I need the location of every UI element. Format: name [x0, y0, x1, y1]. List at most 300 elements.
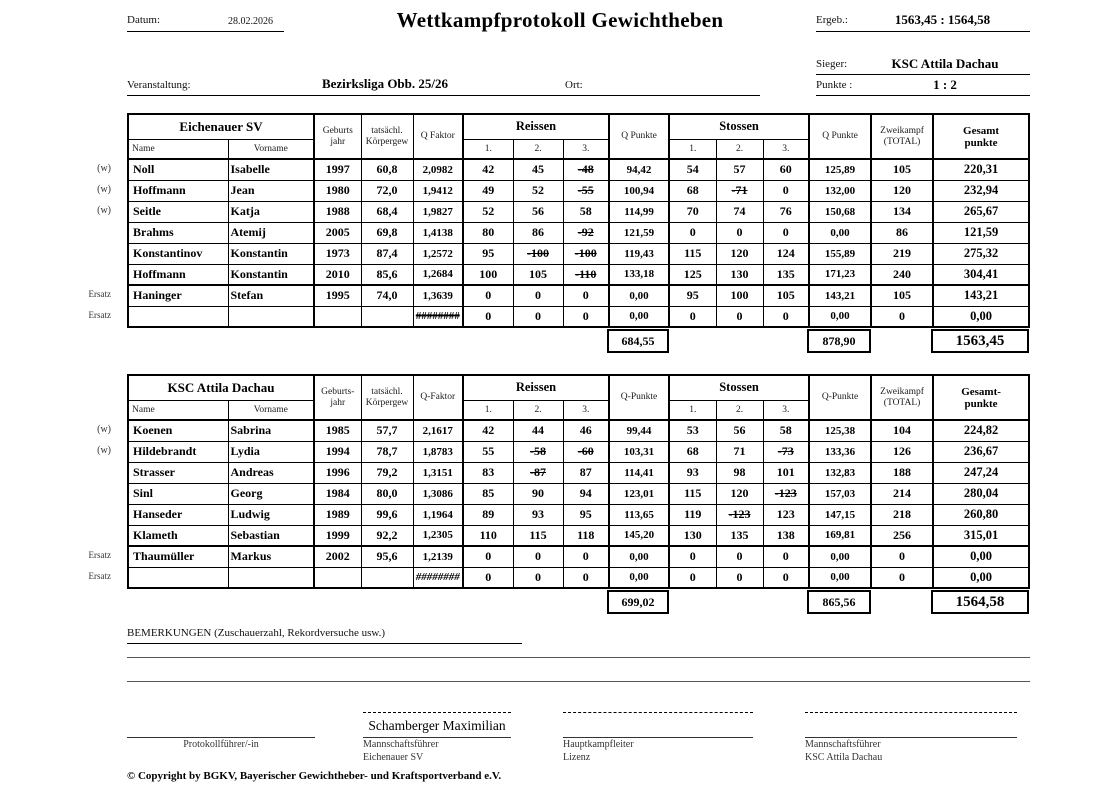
q-factor-cell: 1,3151 [413, 462, 463, 483]
athlete-row [128, 201, 1029, 222]
bodyweight-cell: 95,6 [361, 546, 413, 567]
zweikampf-total-cell: 0 [871, 306, 933, 327]
stossen-attempt-cell: 74 [716, 201, 763, 222]
reissen-attempt-cell: 44 [513, 420, 563, 441]
veranstaltung-label: Veranstaltung: [127, 79, 191, 91]
total-gesamtpunkte: 1563,45 [932, 330, 1028, 352]
col-koerpergewicht [361, 114, 413, 159]
vorname-cell: Konstantin [228, 264, 314, 285]
col-q-punkte-stossen: Q-Punkte [809, 375, 871, 420]
gesamtpunkte-cell: 304,41 [933, 264, 1029, 285]
reissen-attempt-cell: 0 [513, 567, 563, 588]
col-q-faktor: Q-Faktor [413, 375, 463, 420]
reissen-attempt-cell: 42 [463, 159, 513, 180]
totals-row-eichenauer [127, 329, 1029, 353]
gesamtpunkte-cell: 260,80 [933, 504, 1029, 525]
sieger-underline [816, 74, 1030, 75]
stossen-attempt-cell: 0 [669, 222, 716, 243]
bodyweight-cell: 74,0 [361, 285, 413, 306]
reissen-attempt-cell: 46 [563, 420, 609, 441]
reissen-q-points-cell: 0,00 [609, 567, 669, 588]
failed-attempt-value: -60 [577, 444, 594, 458]
stossen-attempt-cell: 119 [669, 504, 716, 525]
col-q-punkte-stossen: Q Punkte [809, 114, 871, 159]
stossen-attempt-cell: 120 [716, 243, 763, 264]
athlete-row [128, 546, 1029, 567]
signature-role: Mannschaftsführer [805, 739, 881, 750]
name-cell: Hoffmann [128, 264, 228, 285]
stossen-q-points-cell: 125,89 [809, 159, 871, 180]
col-q-faktor: Q Faktor [413, 114, 463, 159]
col-q-punkte-reissen: Q Punkte [609, 114, 669, 159]
col-q-punkte-reissen: Q-Punkte [609, 375, 669, 420]
reissen-q-points-cell: 123,01 [609, 483, 669, 504]
birthyear-cell: 1984 [314, 483, 361, 504]
results-table-ksc [127, 374, 1030, 589]
vorname-cell: Sabrina [228, 420, 314, 441]
reissen-attempt-cell: 56 [513, 201, 563, 222]
vorname-cell: Konstantin [228, 243, 314, 264]
total-q-punkte-stossen: 865,56 [808, 591, 870, 613]
name-cell: Strasser [128, 462, 228, 483]
punkte-underline [816, 95, 1030, 96]
bodyweight-cell: 78,7 [361, 441, 413, 462]
zweikampf-total-cell: 86 [871, 222, 933, 243]
stossen-attempt-cell: 0 [669, 306, 716, 327]
zweikampf-total-cell: 104 [871, 420, 933, 441]
vorname-cell [228, 567, 314, 588]
totals-spacer [127, 591, 608, 613]
col-geburtsjahr-line1: Geburts- [321, 387, 355, 397]
athlete-row [128, 180, 1029, 201]
female-marker: (w) [97, 205, 111, 216]
stossen-q-points-cell: 0,00 [809, 306, 871, 327]
stossen-attempt-cell: 53 [669, 420, 716, 441]
gesamtpunkte-cell: 247,24 [933, 462, 1029, 483]
zweikampf-total-cell: 240 [871, 264, 933, 285]
failed-attempt-value: -92 [577, 225, 594, 239]
female-marker: (w) [97, 445, 111, 456]
col-name: Name [128, 139, 228, 159]
reissen-attempt-cell: 110 [463, 525, 513, 546]
gesamtpunkte-cell: 121,59 [933, 222, 1029, 243]
ort-label: Ort: [565, 79, 583, 91]
q-factor-cell: 1,4138 [413, 222, 463, 243]
gesamtpunkte-cell: 224,82 [933, 420, 1029, 441]
reissen-attempt-cell: 0 [513, 285, 563, 306]
punkte-value: 1 : 2 [933, 77, 957, 92]
team-name: Eichenauer SV [128, 114, 314, 139]
stossen-attempt-cell: 58 [763, 420, 809, 441]
signature-name [563, 715, 753, 737]
athlete-row [128, 567, 1029, 588]
col-stossen-1: 1. [669, 400, 716, 420]
female-marker: (w) [97, 184, 111, 195]
signature-dashed-line [805, 712, 1017, 713]
row-marker-empty [80, 503, 124, 524]
totals-spacer [127, 330, 608, 352]
q-factor-cell: 2,1617 [413, 420, 463, 441]
q-factor-cell: 1,9412 [413, 180, 463, 201]
name-cell: Klameth [128, 525, 228, 546]
stossen-attempt-cell: 0 [669, 567, 716, 588]
zweikampf-total-cell: 0 [871, 567, 933, 588]
reissen-q-points-cell: 103,31 [609, 441, 669, 462]
stossen-q-points-cell: 171,23 [809, 264, 871, 285]
q-factor-cell: 1,3086 [413, 483, 463, 504]
ergebnis-label: Ergeb.: [816, 14, 848, 26]
signature-club: KSC Attila Dachau [805, 752, 883, 763]
stossen-q-points-cell: 169,81 [809, 525, 871, 546]
col-stossen-group: Stossen [669, 114, 809, 139]
col-reissen-group: Reissen [463, 375, 609, 400]
col-zweikampf-line2: (TOTAL) [883, 136, 921, 147]
reissen-attempt-cell [563, 180, 609, 201]
col-reissen-2: 2. [513, 400, 563, 420]
stossen-attempt-cell: 71 [716, 441, 763, 462]
reissen-attempt-cell: 58 [563, 201, 609, 222]
reissen-q-points-cell: 145,20 [609, 525, 669, 546]
q-factor-cell: 1,2139 [413, 546, 463, 567]
birthyear-cell: 1999 [314, 525, 361, 546]
reissen-attempt-cell [513, 441, 563, 462]
birthyear-cell: 2002 [314, 546, 361, 567]
reissen-attempt-cell: 42 [463, 420, 513, 441]
reissen-attempt-cell: 89 [463, 504, 513, 525]
failed-attempt-value: -100 [527, 246, 549, 260]
col-stossen-3: 3. [763, 400, 809, 420]
reissen-attempt-cell: 118 [563, 525, 609, 546]
stossen-attempt-cell: 98 [716, 462, 763, 483]
reissen-attempt-cell: 49 [463, 180, 513, 201]
vorname-cell: Atemij [228, 222, 314, 243]
stossen-attempt-cell: 138 [763, 525, 809, 546]
bodyweight-cell: 80,0 [361, 483, 413, 504]
reissen-q-points-cell: 100,94 [609, 180, 669, 201]
name-cell [128, 306, 228, 327]
gesamtpunkte-cell: 275,32 [933, 243, 1029, 264]
col-gesamtpunkte-line2: punkte [964, 136, 998, 149]
stossen-attempt-cell: 120 [716, 483, 763, 504]
name-cell: Koenen [128, 420, 228, 441]
reissen-attempt-cell: 0 [563, 567, 609, 588]
failed-attempt-value: ######## [415, 310, 460, 323]
bodyweight-cell: 57,7 [361, 420, 413, 441]
birthyear-cell: 1996 [314, 462, 361, 483]
stossen-attempt-cell: 68 [669, 441, 716, 462]
stossen-attempt-cell: 70 [669, 201, 716, 222]
failed-attempt-value: -71 [731, 183, 748, 197]
stossen-attempt-cell: 0 [763, 306, 809, 327]
reissen-attempt-cell: 52 [513, 180, 563, 201]
reissen-q-points-cell: 133,18 [609, 264, 669, 285]
signature-role: Hauptkampfleiter [563, 739, 634, 750]
birthyear-cell [314, 306, 361, 327]
datum-label: Datum: [127, 14, 160, 26]
vorname-cell: Stefan [228, 285, 314, 306]
athlete-row [128, 462, 1029, 483]
signature-role: Protokollführer/-in [183, 739, 259, 750]
col-koerpergewicht-line2: Körpergew [365, 397, 409, 408]
name-cell: Konstantinov [128, 243, 228, 264]
total-gesamtpunkte: 1564,58 [932, 591, 1028, 613]
totals-spacer [668, 591, 808, 613]
birthyear-cell: 1988 [314, 201, 361, 222]
name-cell: Brahms [128, 222, 228, 243]
failed-attempt-value: -123 [774, 486, 797, 500]
col-geburtsjahr [314, 114, 361, 159]
zweikampf-total-cell: 218 [871, 504, 933, 525]
totals-row-ksc [127, 590, 1029, 614]
reissen-attempt-cell: 85 [463, 483, 513, 504]
q-factor-cell: 1,9827 [413, 201, 463, 222]
ersatz-marker: Ersatz [88, 550, 111, 560]
total-q-punkte-reissen: 684,55 [608, 330, 668, 352]
reissen-q-points-cell: 0,00 [609, 306, 669, 327]
veranstaltung-underline [127, 95, 760, 96]
name-cell: Hoffmann [128, 180, 228, 201]
reissen-attempt-cell: 115 [513, 525, 563, 546]
reissen-attempt-cell: 80 [463, 222, 513, 243]
bodyweight-cell: 79,2 [361, 462, 413, 483]
zweikampf-total-cell: 105 [871, 159, 933, 180]
row-marker-empty [80, 524, 124, 545]
signature-club: Eichenauer SV [363, 752, 424, 763]
failed-attempt-value: -123 [728, 507, 751, 521]
page-title: Wettkampfprotokoll Gewichtheben [396, 8, 724, 32]
col-gesamtpunkte-line1: Gesamt- [961, 385, 1001, 398]
failed-attempt-value: -110 [575, 266, 597, 281]
col-zweikampf-line1: Zweikampf [880, 387, 924, 397]
row-marker-empty [80, 263, 124, 284]
ersatz-marker: Ersatz [88, 571, 111, 581]
stossen-attempt-cell: 56 [716, 420, 763, 441]
stossen-attempt-cell: 54 [669, 159, 716, 180]
signature-mannschaftsfuehrer-ksc [805, 712, 1017, 764]
stossen-q-points-cell: 133,36 [809, 441, 871, 462]
signature-mannschaftsfuehrer-eichenau [363, 712, 511, 764]
birthyear-cell: 1985 [314, 420, 361, 441]
veranstaltung-value: Bezirksliga Obb. 25/26 [321, 76, 449, 91]
gesamtpunkte-cell: 143,21 [933, 285, 1029, 306]
col-vorname: Vorname [228, 139, 314, 159]
stossen-attempt-cell: 124 [763, 243, 809, 264]
stossen-q-points-cell: 132,00 [809, 180, 871, 201]
bodyweight-cell: 85,6 [361, 264, 413, 285]
results-table-eichenauer [127, 113, 1030, 328]
q-factor-cell: 1,8783 [413, 441, 463, 462]
zweikampf-total-cell: 219 [871, 243, 933, 264]
reissen-attempt-cell: 0 [563, 546, 609, 567]
col-name: Name [128, 400, 228, 420]
signature-role: Mannschaftsführer [363, 739, 439, 750]
vorname-cell: Markus [228, 546, 314, 567]
col-reissen-3: 3. [563, 400, 609, 420]
bodyweight-cell: 72,0 [361, 180, 413, 201]
stossen-q-points-cell: 132,83 [809, 462, 871, 483]
q-factor-cell: 1,2305 [413, 525, 463, 546]
bodyweight-cell: 68,4 [361, 201, 413, 222]
col-zweikampf [871, 114, 933, 159]
reissen-attempt-cell: 0 [463, 546, 513, 567]
stossen-attempt-cell: 135 [763, 264, 809, 285]
stossen-attempt-cell: 0 [669, 546, 716, 567]
row-marker-empty [80, 461, 124, 482]
athlete-row [128, 441, 1029, 462]
col-stossen-group: Stossen [669, 375, 809, 400]
reissen-attempt-cell: 93 [513, 504, 563, 525]
name-cell: Haninger [128, 285, 228, 306]
col-koerpergewicht [361, 375, 413, 420]
zweikampf-total-cell: 134 [871, 201, 933, 222]
reissen-attempt-cell: 0 [463, 285, 513, 306]
col-zweikampf [871, 375, 933, 420]
signature-name: Schamberger Maximilian [368, 718, 506, 733]
q-factor-cell [413, 306, 463, 327]
reissen-attempt-cell: 87 [563, 462, 609, 483]
bodyweight-cell: 87,4 [361, 243, 413, 264]
stossen-attempt-cell: 130 [716, 264, 763, 285]
female-marker: (w) [97, 424, 111, 435]
zweikampf-total-cell: 120 [871, 180, 933, 201]
stossen-q-points-cell: 143,21 [809, 285, 871, 306]
birthyear-cell: 2010 [314, 264, 361, 285]
team-table-block-eichenauer [88, 113, 1028, 353]
stossen-attempt-cell: 115 [669, 483, 716, 504]
bodyweight-cell [361, 567, 413, 588]
name-cell: Noll [128, 159, 228, 180]
name-cell: Seitle [128, 201, 228, 222]
col-stossen-2: 2. [716, 400, 763, 420]
reissen-attempt-cell: 55 [463, 441, 513, 462]
stossen-attempt-cell: 0 [716, 306, 763, 327]
reissen-attempt-cell: 83 [463, 462, 513, 483]
athlete-row [128, 420, 1029, 441]
zweikampf-total-cell: 214 [871, 483, 933, 504]
col-vorname: Vorname [228, 400, 314, 420]
signature-name [805, 715, 1017, 737]
stossen-attempt-cell: 57 [716, 159, 763, 180]
col-zweikampf-line2: (TOTAL) [883, 397, 921, 408]
stossen-attempt-cell: 105 [763, 285, 809, 306]
birthyear-cell: 2005 [314, 222, 361, 243]
reissen-attempt-cell: 95 [463, 243, 513, 264]
reissen-q-points-cell: 114,41 [609, 462, 669, 483]
reissen-attempt-cell: 100 [463, 264, 513, 285]
punkte-label: Punkte : [816, 79, 853, 91]
col-zweikampf-line1: Zweikampf [880, 126, 924, 136]
ersatz-marker: Ersatz [88, 310, 111, 320]
total-q-punkte-reissen: 699,02 [608, 591, 668, 613]
stossen-q-points-cell: 147,15 [809, 504, 871, 525]
vorname-cell: Katja [228, 201, 314, 222]
stossen-attempt-cell: 0 [763, 180, 809, 201]
reissen-attempt-cell [563, 159, 609, 180]
reissen-attempt-cell: 0 [513, 546, 563, 567]
athlete-row [128, 222, 1029, 243]
reissen-attempt-cell: 0 [463, 306, 513, 327]
reissen-attempt-cell: 0 [563, 306, 609, 327]
stossen-q-points-cell: 150,68 [809, 201, 871, 222]
reissen-q-points-cell: 0,00 [609, 285, 669, 306]
reissen-attempt-cell [563, 243, 609, 264]
failed-attempt-value: ######## [415, 571, 460, 584]
col-koerpergewicht-line1: tatsächl. [371, 387, 403, 397]
name-cell: Thaumüller [128, 546, 228, 567]
col-reissen-2: 2. [513, 139, 563, 159]
gesamtpunkte-cell: 0,00 [933, 546, 1029, 567]
row-marker-empty [80, 482, 124, 503]
bodyweight-cell: 99,6 [361, 504, 413, 525]
reissen-q-points-cell: 121,59 [609, 222, 669, 243]
name-cell: Hildebrandt [128, 441, 228, 462]
failed-attempt-value: -73 [777, 444, 794, 458]
reissen-attempt-cell: 45 [513, 159, 563, 180]
vorname-cell: Ludwig [228, 504, 314, 525]
stossen-q-points-cell: 0,00 [809, 567, 871, 588]
row-marker-column [80, 419, 124, 587]
signature-protokollfuehrer [127, 712, 315, 751]
stossen-attempt-cell: 115 [669, 243, 716, 264]
stossen-attempt-cell: 0 [763, 222, 809, 243]
totals-spacer [870, 330, 932, 352]
reissen-attempt-cell: 105 [513, 264, 563, 285]
gesamtpunkte-cell: 0,00 [933, 567, 1029, 588]
q-factor-cell [413, 567, 463, 588]
col-geburtsjahr-line2: jahr [330, 136, 346, 147]
name-cell: Hanseder [128, 504, 228, 525]
q-factor-cell: 1,2572 [413, 243, 463, 264]
col-stossen-1: 1. [669, 139, 716, 159]
col-reissen-1: 1. [463, 139, 513, 159]
bodyweight-cell: 60,8 [361, 159, 413, 180]
q-factor-cell: 1,3639 [413, 285, 463, 306]
stossen-attempt-cell: 135 [716, 525, 763, 546]
col-reissen-group: Reissen [463, 114, 609, 139]
reissen-attempt-cell [563, 222, 609, 243]
stossen-q-points-cell: 0,00 [809, 222, 871, 243]
failed-attempt-value: -87 [530, 465, 546, 479]
athlete-row [128, 159, 1029, 180]
col-reissen-1: 1. [463, 400, 513, 420]
failed-attempt-value: -58 [530, 444, 546, 458]
zweikampf-total-cell: 256 [871, 525, 933, 546]
row-marker-empty [80, 221, 124, 242]
reissen-attempt-cell [563, 264, 609, 285]
athlete-row [128, 504, 1029, 525]
q-factor-cell: 2,0982 [413, 159, 463, 180]
bodyweight-cell: 92,2 [361, 525, 413, 546]
stossen-attempt-cell [716, 504, 763, 525]
bemerkungen-label: BEMERKUNGEN (Zuschauerzahl, Rekordversuche usw.) [127, 627, 386, 639]
athlete-row [128, 525, 1029, 546]
reissen-attempt-cell: 94 [563, 483, 609, 504]
totals-spacer [668, 330, 808, 352]
col-gesamtpunkte-line1: Gesamt [963, 124, 1000, 137]
reissen-attempt-cell: 90 [513, 483, 563, 504]
gesamtpunkte-cell: 315,01 [933, 525, 1029, 546]
reissen-attempt-cell [563, 441, 609, 462]
col-gesamtpunkte [933, 114, 1029, 159]
col-gesamtpunkte [933, 375, 1029, 420]
reissen-attempt-cell [513, 462, 563, 483]
reissen-attempt-cell: 86 [513, 222, 563, 243]
bemerkungen-line-2 [127, 681, 1030, 682]
athlete-row [128, 264, 1029, 285]
athlete-row [128, 243, 1029, 264]
stossen-attempt-cell [763, 441, 809, 462]
reissen-q-points-cell: 119,43 [609, 243, 669, 264]
